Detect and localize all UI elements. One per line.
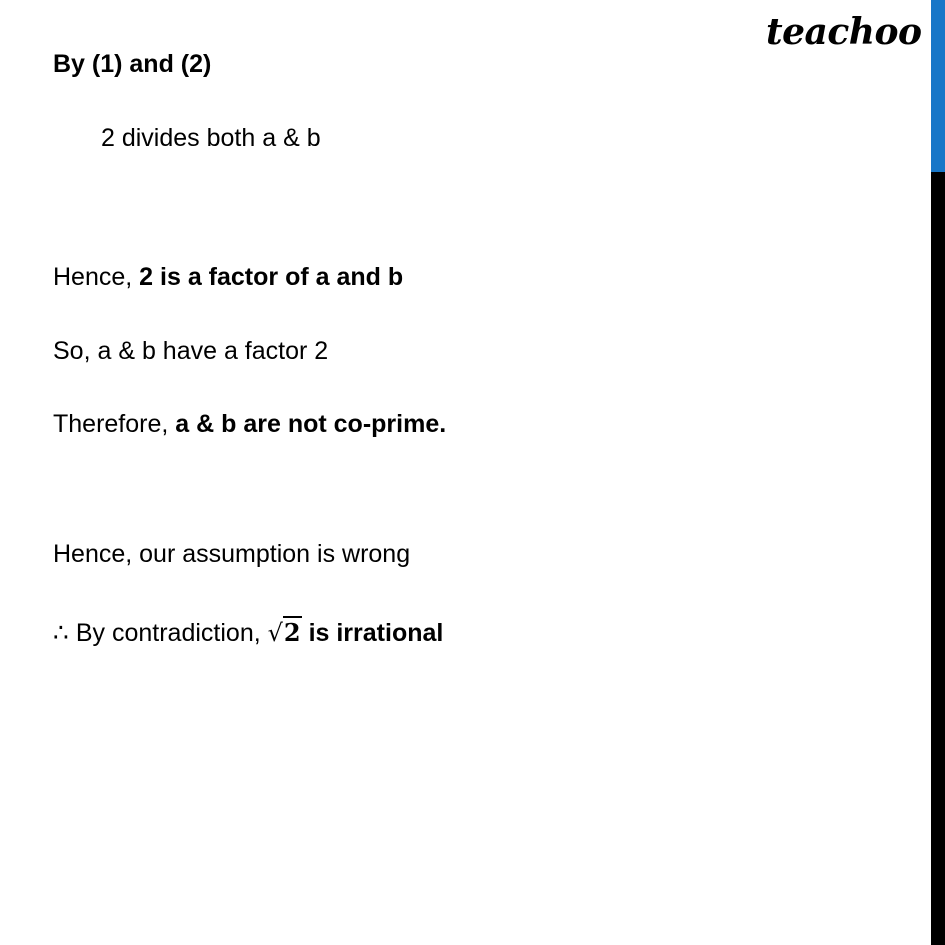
teachoo-logo: teachoo — [766, 11, 922, 53]
irrational-statement: is irrational — [301, 619, 444, 647]
coprime-statement: a & b are not co-prime. — [175, 410, 447, 438]
line-by-1-and-2: By (1) and (2) — [53, 50, 212, 78]
line-assumption-wrong: Hence, our assumption is wrong — [53, 540, 411, 568]
scrollbar-thumb[interactable] — [931, 0, 945, 172]
factor-statement: 2 is a factor of a and b — [139, 263, 404, 291]
therefore-prefix: Therefore, — [53, 410, 176, 438]
line-not-coprime — [53, 412, 446, 437]
line-hence-factor — [53, 265, 403, 290]
line-conclusion — [53, 620, 443, 646]
hence-prefix: Hence, — [53, 263, 140, 291]
line-2-divides: 2 divides both a & b — [101, 124, 321, 152]
radical-sign: √ — [267, 619, 283, 647]
radicand: 2 — [283, 618, 301, 647]
line-have-factor: So, a & b have a factor 2 — [53, 337, 329, 365]
contradiction-prefix: ∴ By contradiction, — [53, 619, 268, 647]
sqrt-2-expression — [268, 620, 302, 645]
scrollbar-track[interactable] — [931, 0, 945, 945]
